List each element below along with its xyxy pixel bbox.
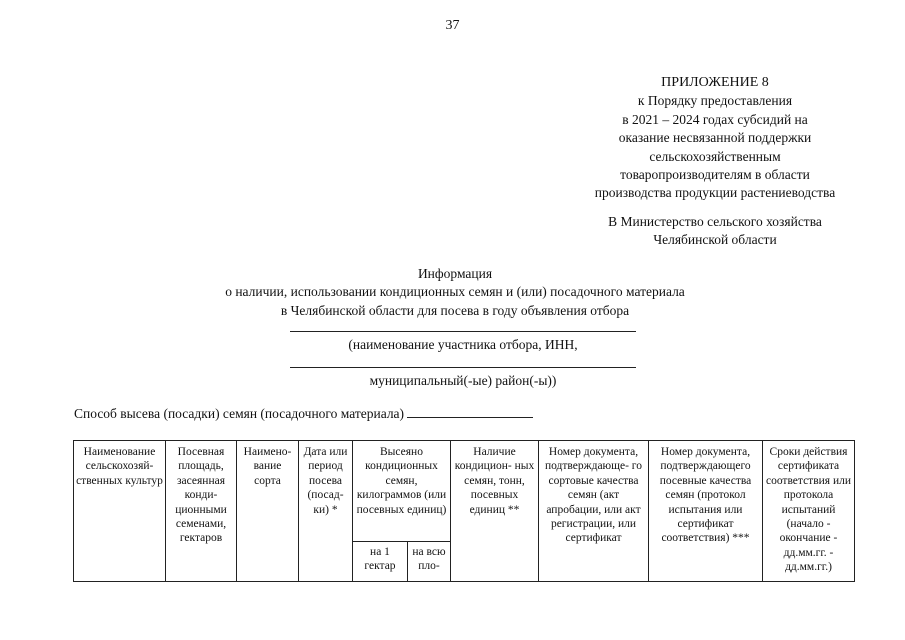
appendix-line: сельскохозяйственным xyxy=(649,148,781,164)
sowing-method-blank[interactable] xyxy=(407,405,533,418)
addressee-block xyxy=(565,213,865,250)
document-heading xyxy=(150,265,760,320)
header-sown-seeds: Высеяно кондиционных семян, килограммов (или посевных единиц) xyxy=(353,441,451,542)
header-quality-document: Номер документа, подтверждающего посевные качества семян (протокол испытания или сертификат соответствия) *** xyxy=(649,441,763,582)
header-variety-document: Номер документа, подтверждающе- го сортовые качества семян (акт апробации, или акт регистрации, или сертификат xyxy=(539,441,649,582)
document-subtitle-line: о наличии, использовании кондиционных семян и (или) посадочного материала xyxy=(225,284,685,300)
district-caption: муниципальный(-ые) район(-ы)) xyxy=(369,373,557,388)
participant-caption: (наименование участника отбора, ИНН, xyxy=(348,337,578,352)
page-number: 37 xyxy=(445,18,460,33)
appendix-block xyxy=(565,74,865,203)
header-sowing-date: Дата или период посева (посад- ки) * xyxy=(299,441,353,582)
appendix-line: производства продукции растениеводства xyxy=(594,185,836,201)
addressee-line: Челябинской области xyxy=(653,232,777,248)
subheader-total-area: на всю пло- xyxy=(408,542,451,582)
header-validity-period: Сроки действия сертификата соответствия или протокола испытаний (начало - окончание - дд.мм.гг. - дд.мм.гг.) xyxy=(763,441,855,582)
appendix-line: к Порядку предоставления xyxy=(637,93,793,109)
header-variety: Наимено- вание сорта xyxy=(237,441,299,582)
sowing-method-field xyxy=(74,405,533,422)
appendix-line: товаропроизводителям в области xyxy=(620,167,810,183)
appendix-line: в 2021 – 2024 годах субсидий на xyxy=(622,111,808,127)
appendix-line: оказание несвязанной поддержки xyxy=(618,130,812,146)
sowing-method-label: Способ высева (посадки) семян (посадочного материала) xyxy=(74,406,405,421)
document-title: Информация xyxy=(417,266,493,281)
district-fill-line[interactable] xyxy=(290,367,636,368)
appendix-title: ПРИЛОЖЕНИЕ 8 xyxy=(661,75,769,90)
header-sown-area: Посевная площадь, засеянная конди- ционными семенами, гектаров xyxy=(166,441,237,582)
document-subtitle-line: в Челябинской области для посева в году объявления отбора xyxy=(280,302,630,318)
subheader-per-hectare: на 1 гектар xyxy=(353,542,408,582)
header-availability: Наличие кондицион- ных семян, тонн, посевных единиц ** xyxy=(451,441,539,582)
addressee-line: В Министерство сельского хозяйства xyxy=(608,214,822,229)
participant-fill-line[interactable] xyxy=(290,331,636,332)
seed-info-table xyxy=(73,440,855,582)
header-crop-name: Наименование сельскохозяй- ственных культур xyxy=(74,441,166,582)
